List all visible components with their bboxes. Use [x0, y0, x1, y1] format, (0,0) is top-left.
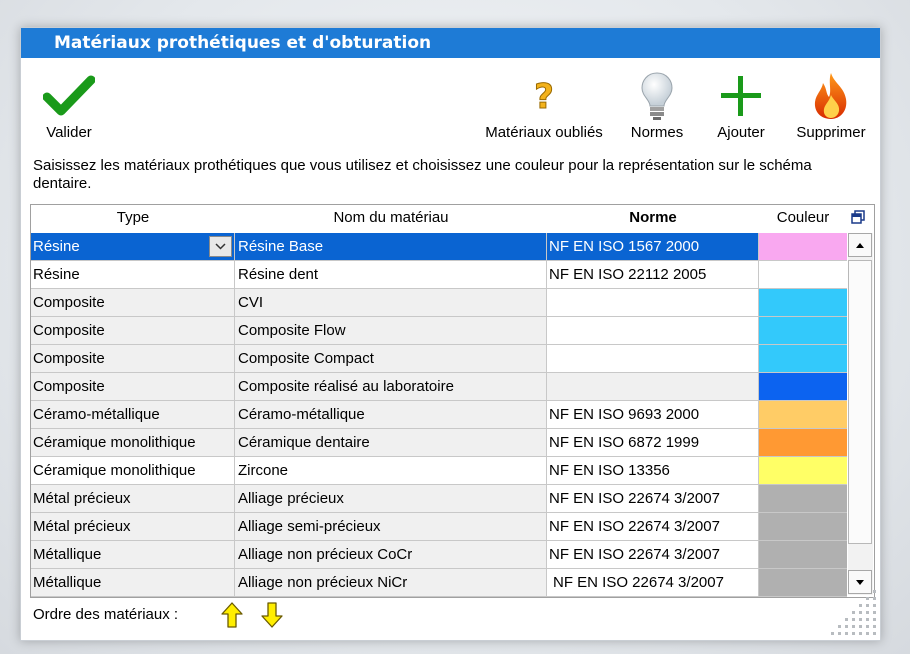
type-cell[interactable]: Céramique monolithique [31, 457, 235, 485]
move-down-button[interactable] [261, 602, 283, 628]
norms-button[interactable] [625, 68, 689, 141]
column-header-name[interactable]: Nom du matériau [333, 209, 449, 226]
flame-icon [789, 68, 873, 124]
table-row[interactable] [31, 401, 847, 429]
question-mark-icon [479, 68, 609, 124]
checkmark-icon [37, 68, 101, 124]
norms-label: Normes [630, 124, 684, 141]
norm-cell[interactable] [547, 373, 759, 401]
type-cell[interactable]: Résine [31, 261, 235, 289]
forgotten-materials-button[interactable] [479, 68, 609, 141]
color-cell[interactable] [759, 457, 847, 485]
materials-dialog [20, 27, 881, 641]
table-row[interactable] [31, 457, 847, 485]
name-cell[interactable]: Alliage non précieux NiCr [235, 569, 547, 597]
validate-button[interactable] [37, 68, 101, 141]
table-row[interactable] [31, 485, 847, 513]
norm-cell[interactable]: NF EN ISO 6872 1999 [547, 429, 759, 457]
scrollbar-thumb[interactable] [848, 260, 872, 544]
color-cell[interactable] [759, 429, 847, 457]
norm-cell[interactable]: NF EN ISO 22674 3/2007 [547, 513, 759, 541]
scroll-up-button[interactable] [848, 233, 872, 257]
norm-cell[interactable]: NF EN ISO 22674 3/2007 [547, 541, 759, 569]
add-label: Ajouter [717, 124, 765, 141]
type-cell[interactable] [31, 233, 235, 261]
column-header-type[interactable]: Type [116, 209, 150, 226]
table-row[interactable] [31, 429, 847, 457]
type-cell[interactable]: Céramo-métallique [31, 401, 235, 429]
type-dropdown-button[interactable] [209, 236, 232, 257]
name-cell[interactable]: Résine dent [235, 261, 547, 289]
table-row[interactable] [31, 569, 847, 597]
norm-cell[interactable]: NF EN ISO 22112 2005 [547, 261, 759, 289]
type-value: Résine [33, 238, 80, 255]
norm-cell[interactable] [547, 345, 759, 373]
color-cell[interactable] [759, 401, 847, 429]
name-cell[interactable]: Alliage semi-précieux [235, 513, 547, 541]
move-up-button[interactable] [221, 602, 243, 628]
color-cell[interactable] [759, 345, 847, 373]
type-cell[interactable]: Composite [31, 345, 235, 373]
name-cell[interactable]: Zircone [235, 457, 547, 485]
norm-cell[interactable]: NF EN ISO 1567 2000 [547, 233, 759, 261]
table-row[interactable] [31, 317, 847, 345]
name-cell[interactable]: Céramique dentaire [235, 429, 547, 457]
order-label: Ordre des matériaux : [33, 606, 179, 623]
table-row[interactable] [31, 345, 847, 373]
arrow-down-icon [856, 580, 864, 585]
table-row[interactable] [31, 233, 847, 261]
name-cell[interactable]: Céramo-métallique [235, 401, 547, 429]
dialog-title: Matériaux prothétiques et d'obturation [21, 28, 880, 58]
norm-cell[interactable]: NF EN ISO 9693 2000 [547, 401, 759, 429]
lightbulb-icon [625, 68, 689, 124]
color-cell[interactable] [759, 541, 847, 569]
type-cell[interactable]: Composite [31, 317, 235, 345]
yellow-arrow-down-icon [261, 602, 283, 628]
color-cell[interactable] [759, 317, 847, 345]
forgotten-materials-label: Matériaux oubliés [485, 124, 603, 141]
type-cell[interactable]: Céramique monolithique [31, 429, 235, 457]
norm-cell[interactable]: NF EN ISO 13356 [547, 457, 759, 485]
chevron-down-icon [215, 243, 226, 250]
table-row[interactable] [31, 289, 847, 317]
delete-button[interactable] [789, 68, 873, 141]
delete-label: Supprimer [796, 124, 866, 141]
name-cell[interactable]: CVI [235, 289, 547, 317]
plus-icon [709, 68, 773, 124]
arrow-up-icon [856, 243, 864, 248]
type-cell[interactable]: Composite [31, 373, 235, 401]
resize-grip[interactable] [831, 588, 879, 638]
column-header-norm[interactable]: Norme [629, 209, 677, 226]
name-cell[interactable]: Composite Compact [235, 345, 547, 373]
norm-cell[interactable]: NF EN ISO 22674 3/2007 [547, 485, 759, 513]
validate-label: Valider [46, 124, 92, 141]
name-cell[interactable]: Composite réalisé au laboratoire [235, 373, 547, 401]
table-row[interactable] [31, 541, 847, 569]
norm-cell[interactable] [547, 317, 759, 345]
name-cell[interactable]: Résine Base [235, 233, 547, 261]
color-cell[interactable] [759, 513, 847, 541]
type-cell[interactable]: Métallique [31, 569, 235, 597]
name-cell[interactable]: Alliage non précieux CoCr [235, 541, 547, 569]
svg-text:?: ? [534, 77, 554, 116]
color-cell[interactable] [759, 233, 847, 261]
table-row[interactable] [31, 373, 847, 401]
type-cell[interactable]: Métal précieux [31, 485, 235, 513]
norm-cell[interactable] [547, 289, 759, 317]
norm-cell[interactable]: NF EN ISO 22674 3/2007 [547, 569, 759, 597]
name-cell[interactable]: Alliage précieux [235, 485, 547, 513]
vertical-scrollbar[interactable] [848, 233, 873, 595]
table-row[interactable] [31, 261, 847, 289]
yellow-arrow-up-icon [221, 602, 243, 628]
description-text: Saisissez les matériaux prothétiques que vous utilisez et choisissez une couleur pour la représentation sur le schéma dentaire. [33, 157, 812, 192]
color-cell[interactable] [759, 289, 847, 317]
materials-grid [30, 204, 875, 598]
color-cell[interactable] [759, 485, 847, 513]
table-row[interactable] [31, 513, 847, 541]
color-cell[interactable] [759, 261, 847, 289]
name-cell[interactable]: Composite Flow [235, 317, 547, 345]
type-cell[interactable]: Métallique [31, 541, 235, 569]
column-chooser-icon[interactable] [851, 209, 865, 223]
color-cell[interactable] [759, 373, 847, 401]
add-button[interactable] [709, 68, 773, 141]
column-header-color[interactable]: Couleur [776, 209, 830, 226]
type-cell[interactable]: Composite [31, 289, 235, 317]
type-cell[interactable]: Métal précieux [31, 513, 235, 541]
